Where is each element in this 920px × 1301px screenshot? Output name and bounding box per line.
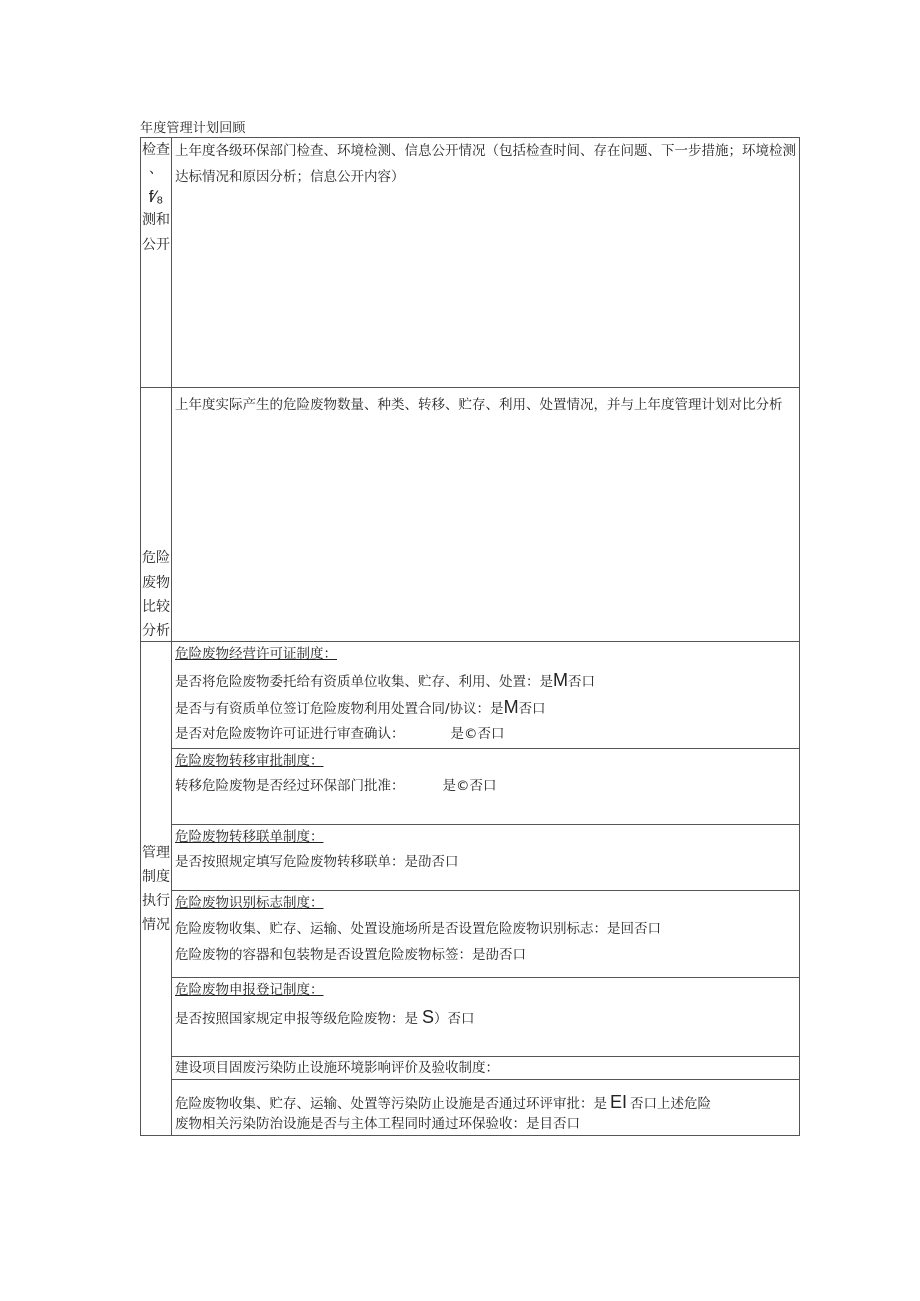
section2-description: 上年度实际产生的危险废物数量、种类、转移、贮存、利用、处置情况，并与上年度管理计划对比分析 — [175, 397, 783, 413]
section1-label-line2: 、 — [149, 161, 163, 177]
transfer-approval-q1-text: 转移危险废物是否经过环保部门批准： — [175, 778, 405, 794]
eia-q1-text: 危险废物收集、贮存、运输、处置等污染防止设施是否通过环评审批：是 — [175, 1096, 607, 1112]
license-q3-answer[interactable]: 是©否口 — [450, 726, 505, 742]
column-divider — [171, 137, 172, 1135]
eia-q1-checkbox[interactable]: EI — [610, 1092, 628, 1112]
eia-heading: 建设项目固废污染防止设施环境影响评价及验收制度： — [175, 1060, 499, 1076]
section3-label-line3: 执行 — [142, 893, 170, 909]
declaration-q1-text: 是否按照国家规定申报等级危险废物：是 — [175, 1011, 418, 1027]
identification-q1[interactable]: 危险废物收集、贮存、运输、处置设施场所是否设置危险废物识别标志：是回否口 — [175, 921, 661, 937]
eia-q2[interactable]: 废物相关污染防治设施是否与主体工程同时通过环保验收：是目否口 — [175, 1116, 580, 1132]
transfer-manifest-q1[interactable]: 是否按照规定填写危险废物转移联单：是劭否口 — [175, 854, 459, 870]
transfer-approval-q1-answer[interactable]: 是©否口 — [442, 778, 497, 794]
license-q2 — [175, 694, 546, 722]
identification-q2[interactable]: 危险废物的容器和包装物是否设置危险废物标签：是劭否口 — [175, 947, 526, 963]
declaration-q1 — [175, 1004, 475, 1032]
license-q1 — [175, 667, 595, 695]
license-q3 — [175, 721, 505, 747]
section1-description: 上年度各级环保部门检查、环境检测、信息公开情况（包括检查时间、存在问题、下一步措施；环境检测达标情况和原因分析；信息公开内容） — [175, 143, 796, 185]
eia-q1-tail: 否口上述危险 — [630, 1096, 712, 1112]
section3-label-line1: 管理 — [142, 845, 170, 861]
license-q2-no: 否口 — [518, 701, 546, 717]
declaration-q1-checkbox[interactable]: S — [422, 1007, 435, 1027]
transfer-manifest-heading: 危险废物转移联单制度： — [175, 829, 324, 845]
page-title: 年度管理计划回顾 — [140, 121, 246, 136]
transfer-approval-q1 — [175, 773, 497, 799]
section1-label-line3: f⁄₈ — [148, 187, 164, 206]
license-q1-no: 否口 — [568, 674, 595, 690]
license-q2-text: 是否与有资质单位签订危险废物利用处置合同/协议：是 — [175, 701, 504, 717]
license-q1-text: 是否将危险废物委托给有资质单位收集、贮存、利用、处置：是 — [175, 674, 553, 690]
license-q1-checkbox[interactable]: M — [553, 670, 568, 690]
section2-label-line1: 危险 — [142, 550, 170, 566]
identification-heading: 危险废物识别标志制度： — [175, 895, 324, 911]
license-q2-checkbox[interactable]: M — [503, 697, 519, 717]
declaration-heading: 危险废物申报登记制度： — [175, 982, 324, 998]
section3-label-line4: 情况 — [142, 917, 170, 933]
section2-label-line2: 废物 — [142, 575, 170, 591]
section1-label-line5: 公开 — [142, 237, 170, 253]
section2-label-line4: 分析 — [142, 623, 170, 639]
license-q3-text: 是否对危险废物许可证进行审查确认： — [175, 726, 405, 742]
section1-label-line1: 检查 — [142, 142, 170, 158]
transfer-approval-heading: 危险废物转移审批制度： — [175, 753, 324, 769]
license-heading: 危险废物经营许可证制度： — [175, 646, 337, 662]
row-divider — [140, 387, 800, 388]
section3-label-line2: 制度 — [142, 869, 170, 885]
section2-label-line3: 比较 — [142, 599, 170, 615]
declaration-q1-no: ）否口 — [434, 1011, 475, 1027]
section1-label-line4: 测和 — [142, 212, 170, 228]
